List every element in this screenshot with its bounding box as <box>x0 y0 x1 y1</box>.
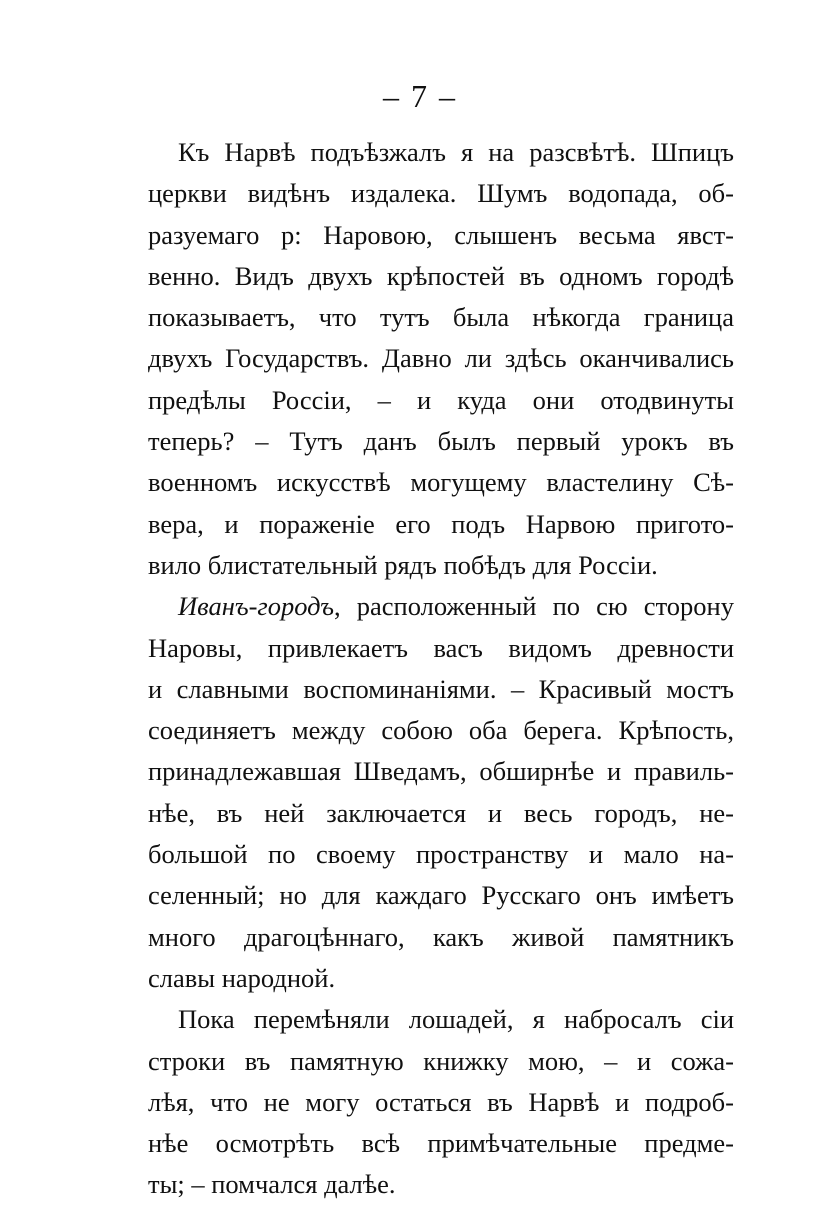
paragraph-2-line: большой по своему пространству и мало на- <box>148 839 734 870</box>
paragraph-3-line: лѣя, что не могу остаться въ Нарвѣ и подроб- <box>148 1086 734 1117</box>
paragraph-1-line: церкви видѣнъ издалека. Шумъ водопада, об- <box>148 178 734 209</box>
paragraph-3-line: строки въ памятную книжку мою, – и сожа- <box>148 1045 734 1076</box>
paragraph-1-line: разуемаго р: Наровою, слышенъ весьма явст- <box>148 219 734 250</box>
paragraph-2-line: соединяетъ между собою оба берега. Крѣпость, <box>148 715 734 746</box>
paragraph-1-line: военномъ искусствѣ могущему властелину Сѣ- <box>148 467 734 498</box>
paragraph-1-line: Къ Нарвѣ подъѣзжалъ я на разсвѣтѣ. Шпицъ <box>178 137 734 167</box>
paragraph-1-line: теперь? – Тутъ данъ былъ первый урокъ въ <box>148 426 734 457</box>
paragraph-2-line: селенный; но для каждаго Русскаго онъ имѣетъ <box>148 880 734 911</box>
paragraph-2-line: славы народной. <box>148 962 336 993</box>
paragraph-2-line: Наровы, привлекаетъ васъ видомъ древности <box>148 632 734 663</box>
paragraph-3-line: ты; – помчался далѣе. <box>148 1169 396 1200</box>
paragraph-1-line: вило блистательный рядъ побѣдъ для Россіи. <box>148 549 658 580</box>
paragraph-1-line: показываетъ, что тутъ была нѣкогда граница <box>148 302 734 333</box>
paragraph-1-line: вера, и пораженіе его подъ Нарвою пригото- <box>148 508 734 539</box>
paragraph-2-line: нѣе, въ ней заключается и весь городъ, не- <box>148 797 734 828</box>
paragraph-1-line: венно. Видъ двухъ крѣпостей въ одномъ городѣ <box>148 260 734 291</box>
paragraph-2-line: много драгоцѣннаго, какъ живой памятникъ <box>148 921 734 952</box>
place-name-ivangorod: Иванъ-городъ <box>178 591 334 622</box>
paragraph-2-line: и славными воспоминаніями. – Красивый мостъ <box>148 673 734 704</box>
paragraph-2-line-rest: , расположенный по сю сторону <box>334 591 734 622</box>
paragraph-1-line: предѣлы Россіи, – и куда они отодвинуты <box>148 384 734 415</box>
body-text <box>148 132 734 1206</box>
paragraph-2-line: принадлежавшая Шведамъ, обширнѣе и правиль- <box>148 756 734 787</box>
page-number: – 7 – <box>383 78 457 114</box>
paragraph-3-line: нѣе осмотрѣть всѣ примѣчательные предме- <box>148 1128 734 1159</box>
paragraph-3-line: Пока перемѣняли лошадей, я набросалъ сіи <box>178 1004 734 1035</box>
paragraph-1-line: двухъ Государствъ. Давно ли здѣсь оканчивались <box>148 343 734 374</box>
paragraph-2-line <box>148 586 734 627</box>
